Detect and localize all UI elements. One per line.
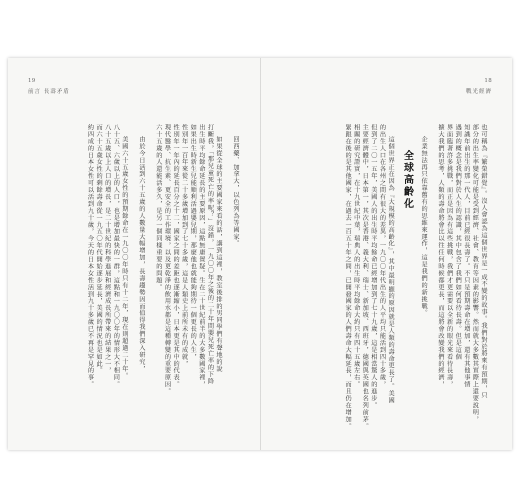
right-paragraph: 擴大我們的思考，人類的壽命將會比以往任何時候都更長，而這將會改變我們的經濟， xyxy=(437,124,445,389)
left-paragraph: 打斷我，「那兒童死亡的率呢？」沒錯，一九〇〇年之後的二十年間嬰兒死亡率的下降 xyxy=(206,124,214,385)
right-page xyxy=(280,124,487,430)
left-paragraph: 美國六十五歲女性的預期餘命在一九〇〇年時只有十二年，現在則超過二十年。 xyxy=(120,136,128,380)
left-paragraph: 性別年一百年來從二十多歲增加到了七十多歲，這是人類史上前所未有的成就， xyxy=(180,124,188,368)
book-spread xyxy=(8,58,512,450)
left-paragraph: 回西藥、加拿大，以色列為等國家。 xyxy=(232,136,239,248)
blank-line xyxy=(129,124,135,346)
left-paragraph: 約四成的日本女性可以活到九十歲，今天的日本女性活到九十多歲已不再是罕見的事。 xyxy=(86,124,94,389)
right-paragraph: 相關的研究證實，在十九世紀中葉，瑞典人的出生時平均餘命大約只有四十五歲左右。 xyxy=(352,124,360,389)
left-page-number: 19 xyxy=(28,78,36,84)
right-paragraph: 主要經濟體中，日本第一，其次是香港、義大利、瑞士、新加坡、西班牙，德國與英國也名列前茅。 xyxy=(361,124,369,430)
right-paragraph: 部分的出生率變化可能是受到經濟、社會、教育等因素的影響。然而就大多數其實際上還要說明， xyxy=(471,124,479,423)
left-paragraph: 八十五歲以上人口的增長，是二十世紀的科學進展和經濟成長所帶來的結果之一， xyxy=(103,124,111,375)
right-paragraph: 這個世界正在因為『大規模的高齡化』，其中最明顯的原因就是人類的壽命更長了。美國 xyxy=(387,136,395,404)
left-paragraph: 如果從全球的主要國家來看的話，講到這裡，教室後排的男同學們有聲地的說 xyxy=(215,136,223,373)
right-paragraph: 界面臨著許多挑戰，而正是因為有這些挑戰，我們才更需要以全新的眼光來看待長壽， xyxy=(445,124,453,389)
left-text-block xyxy=(44,124,239,396)
right-paragraph: 知識年前出生的那一代人，目前已經很長壽了。不只是預期壽命在增加，還有其他事情 xyxy=(462,124,470,389)
left-paragraph: 六十五歲的人還能活多久，是另一個同樣重要的問題。 xyxy=(154,124,162,291)
right-paragraph: 也可稱為『繁榮錯覺』。沒人會認為這個世界是一成不變的故事。我們對於將來有預期，只 xyxy=(480,124,487,399)
right-paragraph: 的出生人口在各州之間有很大的差異，一九〇〇年代出生的人平均只能活到四十多歲， xyxy=(378,124,386,389)
right-text-block xyxy=(280,124,487,430)
left-paragraph: 出生時平均餘命延長的主要原因，這點無庸置疑。生在二十世紀前半的大多數國家裡， xyxy=(197,124,205,389)
left-paragraph: 八十五、六歲以上的人口，也是增加最快的一群，這點和一九〇〇年的情形大不相同。 xyxy=(112,124,120,389)
left-paragraph: 由於今日活到六十五歲的人數量大幅增加，長壽趨勢因而值得我們深入研究， xyxy=(137,136,145,373)
left-paragraph: 如果出生時新生兒能順利活過嬰兒期，那麼他也就能夠期待一個更長的人生， xyxy=(189,124,197,361)
left-running-head: 前言 長壽矛盾 xyxy=(28,89,70,95)
blank-line xyxy=(428,124,434,346)
left-paragraph: 性別年一年內的延長百分之十二，國家之間的差距也逐漸縮小，日本更是其中的代表。 xyxy=(172,124,180,389)
right-paragraph: 緊跟在後的是其他國家，在過去一百五十年之間，已開發國家的人們壽命大幅延長，而且仍在增加。 xyxy=(344,124,352,430)
right-paragraph: 但到了二〇一五年，美國人的出生時平均餘命已經增加到了七十九歲，這是相當驚人的進步。 xyxy=(369,124,377,409)
left-paragraph: 現代醫學、抗生素、更安全的工作環境，以及更乾淨的飲用水都是這種轉變的重要原因。 xyxy=(163,124,171,396)
left-page xyxy=(44,124,239,396)
section-heading: 全球高齡化 xyxy=(401,150,413,210)
book-gutter xyxy=(260,58,261,450)
right-page-number: 18 xyxy=(484,78,492,84)
right-paragraph: 企業無法再只依靠舊有的思維來運作，這是我們的新挑戰。 xyxy=(420,136,428,317)
right-paragraph: 遇到的概念是我們對於人生的認識，其中包含了我們如何看待長壽。但是這個 xyxy=(454,124,462,361)
blank-line xyxy=(146,124,152,346)
left-paragraph: 而六十五歲女性的剩餘壽命從一九五〇年代開始逐步延長，美國的情況也是如此。 xyxy=(95,124,103,375)
right-running-head: 戰光經濟 xyxy=(465,89,492,95)
blank-line xyxy=(223,124,229,346)
